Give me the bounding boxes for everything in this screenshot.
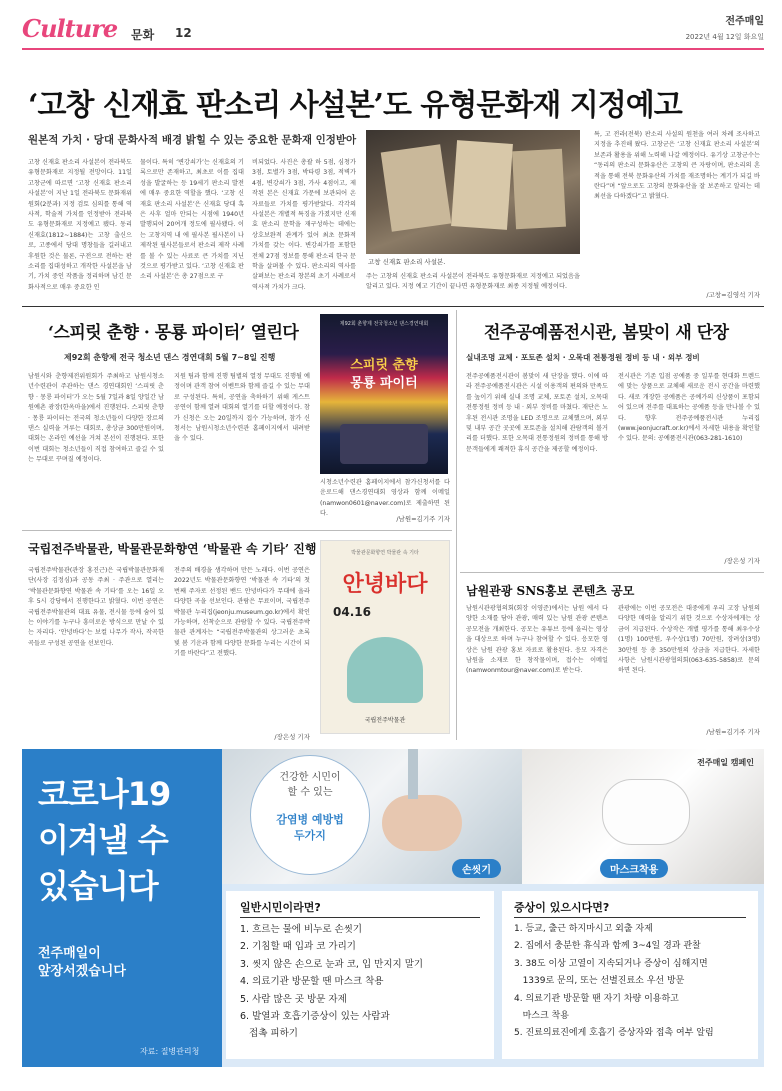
list-item: 3. 씻지 않은 손으로 눈과 코, 입 만지지 말기 bbox=[240, 958, 424, 970]
lead-col-1: 고창 신재효 판소리 사설본이 전라북도 유형문화재로 지정될 전망이다. 11일 고창군에 따르면 ‘고창 신재효 판소리 사설본’이 지난 1일 전라북도 문화재위원회(2분과) 지정 검토 심의를 통해 역사적, 학술적 가치를 인정받아 전라북도 유형문화재로 지정예고 됐다. 동리 신재효(1812~1884)는 고창 출신으로, 고종에서 당대 명창들을 길러내고 후원한 것은 물론, 구전으로 전하는 판소리를 집대성하고 개작한 사설본을 남기, 가치 중인 작품을 정리하며 남긴 문화사적으로 매우 중요한 인 bbox=[28, 159, 132, 291]
campaign-paper-line: 전주매일이 bbox=[38, 946, 101, 961]
lead-photo-caption: 고창 신재효 판소리 사설본. bbox=[368, 258, 446, 266]
article-b-byline: /남원=김기주 기자 bbox=[396, 515, 450, 523]
campaign-tag: 전주매일 캠페인 bbox=[697, 758, 754, 767]
lead-col-3: 비되었다. 사진은 총괄 하 5점, 심청가 3점, 토별가 3점, 박타령 3점, 적벽가 4점, 변강쇠가 3점, 가사 4점이고, 제작된 본은 신재효 가문에 보관되어 온 자료들로 가치를 평가받았다. 각각의 사설본은 개별적 특징을 가졌지만 신재효 판소리 문학을 재구성하는 데에는 상호보완적 관계가 있어 최초 문화적 가치를 갖는 이다. 변강쇠가를 포함한 전체 27점 정보를 통해 판소리 한국 문학을 살펴볼 수 있다. 판소리의 역사를 살펴보는 판소리 창본의 초기 사례로서 역사적 가치가 크다. bbox=[252, 159, 356, 291]
symptom-box bbox=[502, 891, 758, 1059]
poster-title: 안녕바다 bbox=[342, 572, 428, 597]
article-d-col-1: 국립전주박물관(관장 홍진근)은 국립박물관문화재단(사장 김정심)과 공동 주최 · 주관으로 열리는 ‘박물관문화향연 박물관 속 기타’를 오는 16일 오후 5시 강당에서 진행한다고 밝혔다. 이번 공연은 국립전주박물관의 대표 유물, 전시물 등에 숨어 있는 이야기를 누구나 흥미로운 방식으로 만날 수 있는 자리다. ‘안녕바다’는 보컬 나무가 작사, 작곡한 곡들로 구성된 공연을 선보인다. bbox=[28, 567, 164, 647]
lead-headline: ‘고창 신재효 판소리 사설본’도 유형문화재 지정예고 bbox=[28, 88, 682, 123]
list-item: 2. 집에서 충분한 휴식과 함께 3~4일 경과 관찰 bbox=[514, 941, 701, 952]
list-item: 접촉 피하기 bbox=[240, 1028, 298, 1040]
article-e-col-1: 남원시관광협의회(회장 이영준)에서는 남원 에서 다양한 소재를 담아 관광, 매력 있는 남원 관광 콘텐츠 공모전을 개최한다. 공모는 유튜브 등에 올리는 영상을 대상으로 하며 누구나 참여할 수 있다. 응모한 영상은 남원 관광 홍보 자료로 활용된다. 응모 자격은 남원을 소재로 한 창작물이며, 접수는 이메일(namwonmtour@naver.com)로 받는다. bbox=[466, 605, 608, 675]
campaign-title-line: 코로나19 bbox=[38, 775, 171, 813]
campaign-title bbox=[38, 771, 170, 909]
box-title: 일반시민이라면? bbox=[240, 901, 321, 914]
article-c-col-1: 전주공예품전시관이 봄맞이 새 단장을 했다. 이에 따라 전주공예품전시관은 시설 이용객의 편의와 만족도를 높이기 위해 실내 조명 교체, 포토존 설치, 오목대 전통정원 정비 등 내 · 외부 정비를 마쳤다. 재단은 노후된 전시관 조명을 LED 조명으로 교체했으며, 외부 및 내부 공간 곳곳에 포토존을 설치해 관람객의 볼거리를 더했다. 또한 오목대 전통정원의 정비를 통해 방문객들에게 쾌적한 휴식 공간을 제공할 예정이다. bbox=[466, 373, 608, 453]
lead-subhead: 원본적 가치 · 당대 문화사적 배경 밝힐 수 있는 중요한 문화재 인정받아 bbox=[28, 134, 357, 146]
lead-col-4: 특, 고 전라(전북) 판소리 사설의 원천을 여러 차례 조사하고 지정을 추진해 왔다. 고창군은 ‘고창 신재효 판소리 사설본’의 보존과 활용을 위해 노력해 나갈 예정이다. 유기상 고창군수는 “동리의 판소리 문화유산은 고창의 큰 자랑이며, 판소리의 흔적을 통해 전북 문화유산의 가치를 재조명하는 계기가 되길 바란다”며 “앞으로도 고창의 문화유산을 잘 보존하고 알리는 데 최선을 다하겠다”고 밝혔다. bbox=[594, 131, 760, 201]
campaign-paper-text bbox=[38, 945, 126, 981]
list-item: 2. 기침할 때 입과 코 가리기 bbox=[240, 941, 356, 953]
article-e-headline: 남원관광 SNS홍보 콘텐츠 공모 bbox=[466, 584, 635, 598]
box-rule bbox=[514, 917, 746, 918]
section-divider bbox=[22, 530, 452, 531]
list-item: 1. 등교, 출근 하지마시고 외출 자제 bbox=[514, 924, 653, 934]
campaign-left-panel bbox=[22, 749, 222, 1067]
article-e-byline: /남원=김기주 기자 bbox=[706, 728, 760, 736]
bubble-line: 두가지 bbox=[294, 829, 326, 842]
article-d-headline: 국립전주박물관, 박물관문화향연 ‘박물관 속 기타’ 진행 bbox=[28, 542, 317, 556]
box-title: 증상이 있으시다면? bbox=[514, 901, 610, 914]
dance-poster bbox=[320, 314, 448, 474]
poster-dancers bbox=[340, 424, 428, 464]
pill-handwash: 손씻기 bbox=[452, 859, 501, 878]
list-item: 5. 사람 많은 곳 방문 자제 bbox=[240, 993, 347, 1005]
book-shape bbox=[381, 144, 452, 232]
poster-title-2: 몽룡 파이터 bbox=[350, 376, 418, 391]
article-b-col-3: 시청소년수련관 홈페이지에서 참가신청서를 다운로드해 댄스경연대회 영상과 함께 이메일 (namwon0601@naver.com)로 제출하면 된다. bbox=[320, 479, 450, 518]
box-rule bbox=[240, 917, 480, 918]
list-item: 6. 발열과 호흡기증상이 있는 사람과 bbox=[240, 1011, 390, 1023]
page-number: 12 bbox=[175, 26, 192, 40]
header-rule bbox=[22, 48, 764, 50]
section-divider bbox=[460, 572, 764, 573]
campaign-paper-line: 앞장서겠습니다 bbox=[38, 964, 126, 979]
covid-campaign bbox=[22, 749, 764, 1067]
article-b-col-2: 지원 팀과 함께 진행 팀별의 열정 무대도 진행될 예정이며 관객 참여 이벤트와 함께 즐길 수 있는 무대로 구성된다. 특히, 공연을 축하하기 위해 게스트 공연이 함께 열려 대회의 열기를 더할 예정이다. 참가 신청은 오는 20일까지 접수 가능하며, 참가 신청서는 남원시청소년수련관 홈페이지에서 내려받을 수 있다. bbox=[174, 373, 310, 443]
hands-shape bbox=[382, 795, 462, 851]
list-item: 4. 의료기관 방문할 땐 마스크 착용 bbox=[240, 976, 384, 988]
list-item: 4. 의료기관 방문할 땐 자기 차량 이용하고 bbox=[514, 993, 679, 1004]
list-item: 1. 흐르는 물에 비누로 손씻기 bbox=[240, 924, 363, 935]
article-d-col-2: 전주의 배경을 생각하며 만든 노래다. 이번 공연은 2022년도 박물관문화향연 ‘박물관 속 기타’의 첫 번째 주자로 선정된 밴드 안녕바다가 무대에 올라 다양한 곡을 선보인다. 관람은 무료이며, 국립전주박물관 누리집(jeonju.museum.go.kr)에서 확인 가능하며, 선착순으로 관람할 수 있다. 국립전주박물관 관계자는 “국립전주박물관의 상그러운 초록빛 봄 기운과 함께 다양한 문화를 누리는 시간이 되기를 바란다”고 전했다. bbox=[174, 567, 310, 658]
lead-photo bbox=[366, 130, 580, 254]
list-item: 5. 진료의료진에게 호흡기 증상자와 접촉 여부 알림 bbox=[514, 1028, 714, 1039]
article-e-col-2: 관광에는 이번 공모전은 대중에게 우리 고장 남원의 다양한 매력을 알리기 위한 것으로 수상자에게는 상금이 지급된다. 수상작은 개별 평가를 통해 최우수상(1명) 100만원, 우수상(1명) 70만원, 장려상(3명) 30만원 등 총 350만원의 상금을 지급한다. 자세한 사항은 남원시관광협의회(063-635-5858)로 문의하면 된다. bbox=[618, 605, 760, 675]
list-item: 3. 38도 이상 고열이 지속되거나 증상이 심해지면 bbox=[514, 958, 708, 969]
section-divider bbox=[22, 306, 764, 307]
article-d-byline: /장은성 기자 bbox=[274, 733, 310, 741]
section-logo: Culture bbox=[22, 14, 118, 43]
mask-shape bbox=[602, 779, 690, 845]
faucet-shape bbox=[408, 749, 418, 799]
lead-col-2: 물이다. 특히 ‘변강쇠가’는 신재효의 기록으로만 존재하고, 최초로 이를 집대성을 발굴하는 등 19세기 판소리 발전에 매우 중요한 역할을 했다. ‘고창 신재효 판소리 사설본’은 신재효 당대 혹은 사후 얼마 안되는 시점에 1940년 발행되어 20여개 정도에 필사됐다. 이는 고창지역 내 에 필사본 필사본이 나 제작된 필사본들로서 판소리 제작 사례를 볼 수 있는 사료로 큰 가치를 지닌 것으로 평가받고 있다. ‘고창 신재효 판소리 사설본’은 총 27점으로 구 bbox=[140, 159, 244, 281]
campaign-title-line: 있습니다 bbox=[38, 867, 158, 905]
poster-footer: 국립전주박물관 bbox=[364, 717, 406, 724]
issue-date: 2022년 4월 12일 화요일 bbox=[685, 33, 764, 41]
article-c-col-2: 전시관은 기존 입점 공예품 중 일부를 현대화 트렌드에 맞는 상품으로 교체해 새로운 전시 공간을 마련했다. 새로 개장한 공예품은 공예가의 신상품이 포함되어 있으며 전주를 대표하는 공예품 등을 만나볼 수 있다. 향후 전주공예품전시관 누리집(www.jeonjucraft.or.kr)에서 자세한 내용을 확인할 수 있다. 문의: 공예품전시관(063-281-1610) bbox=[618, 373, 760, 443]
paper-name: 전주매일 bbox=[725, 16, 764, 27]
book-shape bbox=[512, 149, 566, 230]
poster-illustration bbox=[347, 637, 423, 703]
bubble-highlight bbox=[251, 812, 369, 844]
bubble-line: 할 수 있는 bbox=[287, 787, 333, 798]
article-b-headline: ‘스피릿 춘향 · 몽룡 파이터’ 열린다 bbox=[48, 323, 299, 343]
article-c-headline: 전주공예품전시관, 봄맞이 새 단장 bbox=[484, 323, 729, 343]
poster-title-1: 스피릿 춘향 bbox=[350, 358, 418, 373]
bubble-line: 감염병 예방법 bbox=[276, 813, 344, 826]
poster-top-text: 박물관문화향연 박물관 속 기타 bbox=[351, 550, 419, 556]
bubble-text bbox=[251, 770, 369, 800]
bubble-line: 건강한 시민이 bbox=[279, 772, 341, 783]
general-citizen-box bbox=[226, 891, 494, 1059]
article-b-col-1: 남원시와 춘향제전위원회가 주최하고 남원시청소년수련관이 주관하는 댄스 경연대회인 ‘스피릿 춘향 · 몽룡 파이터’가 오는 5월 7일과 8일 양일간 남원예촌 광장(한옥마을)에서 진행된다. 스피릿 춘향 · 몽룡 파이터는 전국의 청소년들이 다양한 장르의 댄스 실력을 겨루는 대회로, 총상금 300만원이며, 대회는 온라인 예선을 거쳐 본선이 진행된다. 또한 이번 대회는 청소년들이 직접 참여하고 즐길 수 있는 무대로 꾸며질 예정이다. bbox=[28, 373, 164, 464]
museum-poster bbox=[320, 540, 450, 734]
list-item: 마스크 착용 bbox=[514, 1011, 569, 1022]
pill-mask: 마스크착용 bbox=[600, 859, 668, 878]
list-item: 1339로 문의, 또는 선별진료소 우선 방문 bbox=[514, 976, 685, 987]
column-divider bbox=[456, 310, 457, 740]
campaign-title-line: 이겨낼 수 bbox=[38, 821, 168, 859]
lead-byline: /고창=김영석 기자 bbox=[706, 291, 760, 299]
article-b-subhead: 제92회 춘향제 전국 청소년 댄스 경연대회 5월 7~8일 진행 bbox=[64, 353, 276, 362]
book-shape bbox=[451, 140, 513, 230]
symptom-list bbox=[514, 921, 714, 1043]
poster-date: 04.16 bbox=[333, 605, 371, 619]
lead-caption-col: 주는 고창의 신재효 판소리 사설본이 전라북도 유형문화재로 지정예고 되었음을 알리고 있다. 지정 예고 기간이 끝나면 유형문화재로 최종 지정될 예정이다. bbox=[366, 273, 580, 291]
section-name: 문화 bbox=[131, 28, 155, 42]
poster-small-text: 제92회 춘향제 전국청소년 댄스경연대회 bbox=[339, 321, 429, 327]
campaign-source: 자료: 질병관리청 bbox=[140, 1047, 200, 1056]
article-c-byline: /장은성 기자 bbox=[724, 557, 760, 565]
article-c-subhead: 실내조명 교체 · 포토존 설치 · 오목대 전통정원 정비 등 내 · 외부 정비 bbox=[466, 353, 700, 362]
campaign-bubble bbox=[250, 755, 370, 875]
general-list bbox=[240, 921, 423, 1043]
